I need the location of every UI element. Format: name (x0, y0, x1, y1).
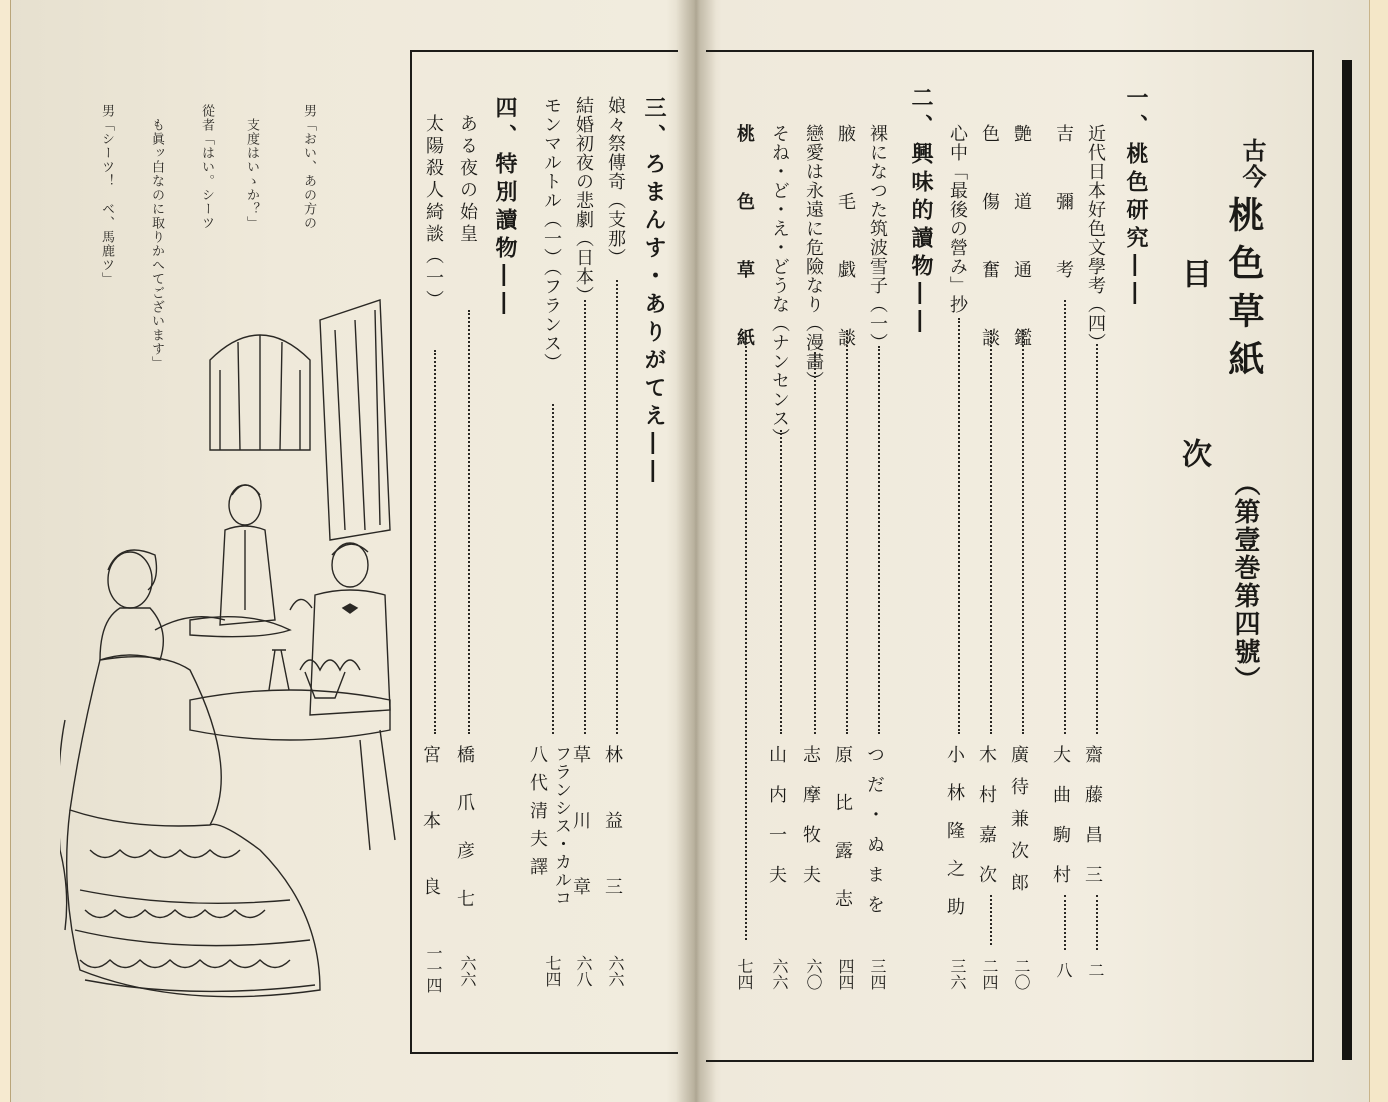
toc-title-10: 桃 色 草 紙 (734, 124, 755, 362)
toc-page-10: 七四 (735, 958, 754, 990)
leader-dots-8 (814, 352, 816, 734)
caption-line-2: 支度はいゝか？」 (244, 118, 259, 230)
leader-dots-1 (1096, 344, 1098, 734)
volume-number: （第壹巻第四號） (1230, 470, 1260, 694)
leader-dots-13 (552, 404, 554, 734)
toc-title-5: 心中「最後の營み」抄 (947, 124, 968, 314)
toc-author-1: 齋藤昌三 (1082, 745, 1103, 905)
toc-page-8: 六〇 (804, 958, 823, 990)
toc-title-13: モンマルトル（一）（フランス） (541, 96, 562, 372)
toc-title-4: 色 傷 奮 談 (979, 124, 1000, 362)
magazine-title: 桃色草紙 (1223, 196, 1265, 388)
left-page-edge (0, 0, 11, 1102)
leader-dots-4 (990, 330, 992, 734)
caption-line-5: 男「シーツ！ ベ、馬鹿ツ」 (99, 104, 114, 286)
toc-title-11: 娘々祭傳奇（支那） (605, 96, 626, 267)
contents-heading: 目 次 (1176, 258, 1211, 528)
leader-dots-9 (780, 430, 782, 734)
leader-dots-6 (878, 346, 880, 734)
leader-dots-5 (958, 318, 960, 734)
toc-page-14: 六六 (458, 955, 477, 987)
section-heading-1: 一、桃色研究―― (1123, 86, 1149, 310)
toc-author-2: 大曲駒村 (1050, 745, 1071, 905)
toc-author-5: 小林隆之助 (944, 745, 965, 935)
leader-dots-14 (468, 310, 470, 734)
section-heading-4: 四、特別讀物―― (492, 96, 518, 320)
leader-page-1 (1096, 895, 1098, 950)
toc-title-12: 結婚初夜の悲劇（日本） (573, 96, 594, 305)
toc-author-11: 林益三 (602, 745, 623, 943)
leader-dots-11 (616, 280, 618, 734)
right-page-edge (1369, 0, 1388, 1102)
toc-page-7: 四四 (836, 958, 855, 990)
toc-title-14: ある夜の始皇 (457, 114, 478, 246)
leader-dots-12 (584, 300, 586, 734)
leader-dots-10 (745, 330, 747, 940)
toc-title-9: そね・ど・え・どうな（ナンセンス） (769, 124, 790, 447)
section-heading-3: 三、ろまんす・ありがてえ―― (641, 96, 667, 488)
toc-page-15: 一一四 (424, 945, 443, 993)
toc-translator-13: 八代清夫譯 (527, 745, 548, 885)
toc-author-3: 廣待兼次郎 (1008, 745, 1029, 905)
toc-author-15: 宮本良 (420, 745, 441, 943)
toc-page-4: 二四 (980, 958, 999, 990)
toc-page-12: 六八 (574, 955, 593, 987)
caption-line-3: 從者「はい。シーツ (199, 104, 214, 230)
toc-author-6: つだ・ぬまを (864, 745, 885, 925)
toc-author-9: 山内一夫 (766, 745, 787, 905)
toc-author-12: 草川章 (570, 745, 591, 943)
toc-title-15: 太陽殺人綺談（一） (423, 114, 444, 312)
toc-author-14: 橋爪彦七 (454, 745, 475, 937)
toc-page-6: 三四 (868, 958, 887, 990)
caption-line-1: 男「おい、あの方の (301, 104, 316, 230)
leader-dots-7 (846, 330, 848, 734)
toc-title-2: 吉 彌 考 (1053, 124, 1074, 294)
toc-author-8: 志摩牧夫 (800, 745, 821, 905)
toc-page-3: 二〇 (1012, 958, 1031, 990)
toc-page-11: 六六 (606, 955, 625, 987)
toc-title-7: 腋 毛 戯 談 (835, 124, 856, 362)
toc-page-13: 七四 (543, 955, 562, 987)
toc-page-1: 二 (1086, 962, 1105, 978)
toc-title-1: 近代日本好色文學考（四） (1085, 124, 1106, 352)
toc-page-5: 三六 (948, 958, 967, 990)
toc-page-2: 八 (1054, 962, 1073, 978)
caption-line-4: も眞ッ白なのに取りかへてございます」 (149, 118, 164, 370)
section-heading-2: 二、興味的讀物―― (908, 86, 934, 338)
title-prefix: 古今 (1238, 138, 1267, 190)
leader-dots-15 (434, 350, 436, 734)
leader-dots-2 (1064, 300, 1066, 734)
restaurant-illustration (60, 290, 410, 1060)
toc-title-6: 裸になつた筑波雪子（一） (867, 124, 888, 352)
toc-author-4: 木村嘉次 (976, 745, 997, 905)
leader-page-2 (1064, 895, 1066, 950)
leader-page-4 (990, 895, 992, 945)
leader-dots-3 (1022, 330, 1024, 734)
outer-thick-rule (1342, 60, 1352, 1060)
toc-author-13: フランシス・カルコ (551, 745, 571, 907)
toc-title-8: 戀愛は永遠に危險なり（漫畵） (803, 124, 824, 390)
toc-title-3: 艶 道 通 鑑 (1011, 124, 1032, 362)
toc-page-9: 六六 (770, 958, 789, 990)
toc-author-7: 原比露志 (832, 745, 853, 937)
illustration-sketch (60, 300, 395, 997)
